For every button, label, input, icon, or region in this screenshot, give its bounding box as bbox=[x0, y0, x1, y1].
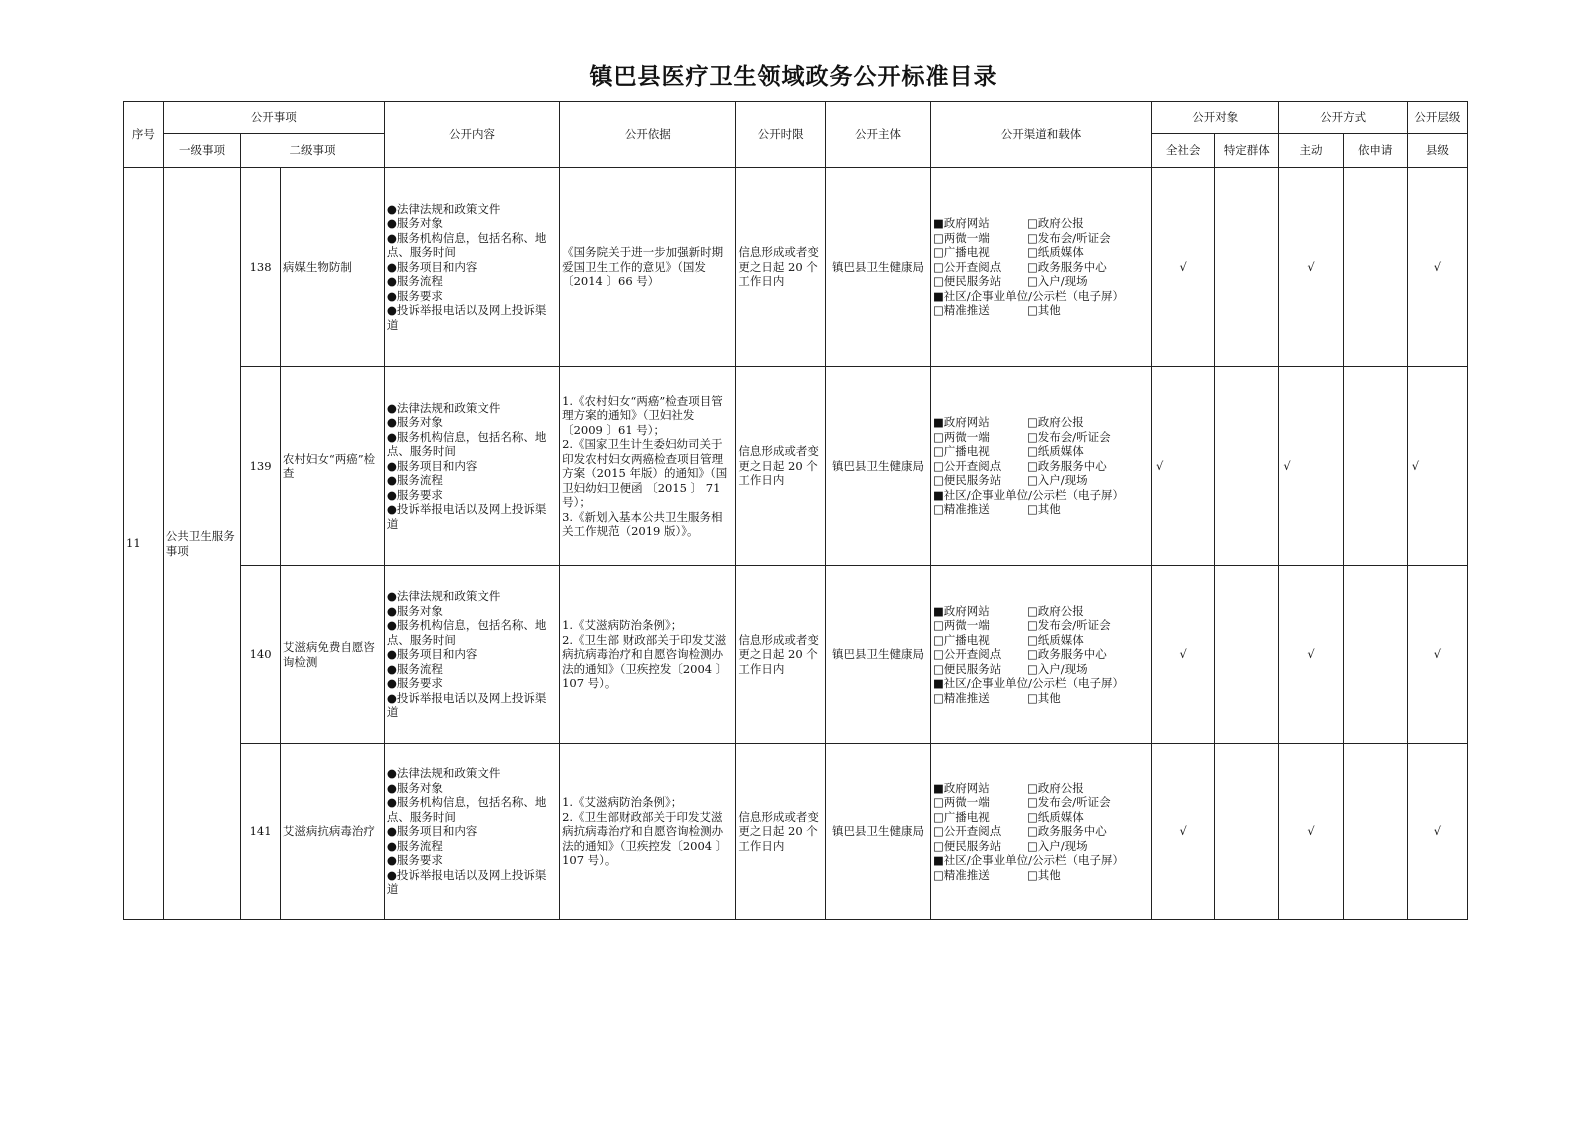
channel-line bbox=[933, 853, 1149, 868]
channel-option bbox=[1027, 488, 1149, 503]
check-active: √ bbox=[1279, 367, 1343, 566]
channel-option: ■政府网站 bbox=[932, 603, 990, 618]
channel-line bbox=[933, 459, 1149, 474]
channel-option: □纸质媒体 bbox=[1026, 632, 1084, 647]
header-row-1 bbox=[124, 102, 1468, 134]
channel-line bbox=[933, 633, 1149, 648]
content-line: ●投诉举报电话以及网上投诉渠道 bbox=[386, 690, 547, 720]
content-line: ●服务要求 bbox=[386, 853, 443, 868]
channel-option bbox=[1027, 853, 1149, 868]
channel-option: □便民服务站 bbox=[932, 473, 1002, 488]
channel-option: □发布会/听证会 bbox=[1026, 429, 1111, 444]
channel-line bbox=[933, 691, 1149, 706]
check-county: √ bbox=[1407, 367, 1467, 566]
content-line: ●服务要求 bbox=[386, 288, 443, 303]
channel-option: □政府公报 bbox=[1026, 216, 1084, 231]
channel-line bbox=[933, 781, 1149, 796]
channel-line bbox=[933, 795, 1149, 810]
content-line: ●法律法规和政策文件 bbox=[386, 400, 501, 415]
channel-line bbox=[933, 618, 1149, 633]
channel-option: □广播电视 bbox=[932, 444, 990, 459]
channel-option: □两微一端 bbox=[932, 230, 990, 245]
header-method: 公开方式 bbox=[1279, 102, 1407, 134]
channel-option: □广播电视 bbox=[932, 245, 990, 260]
header-subject: 公开主体 bbox=[826, 102, 931, 168]
group-seq: 11 bbox=[124, 168, 164, 920]
channel-option: □政务服务中心 bbox=[1026, 458, 1107, 473]
channel-option: ■社区/企事业单位/公示栏（电子屏） bbox=[932, 487, 1125, 502]
channel-line bbox=[933, 216, 1149, 231]
header-target: 公开对象 bbox=[1152, 102, 1279, 134]
item-name: 艾滋病免费自愿咨询检测 bbox=[280, 566, 384, 744]
item-basis: 《国务院关于进一步加强新时期爱国卫生工作的意见》（国发〔2014 〕66 号） bbox=[560, 168, 736, 367]
channel-line bbox=[933, 444, 1149, 459]
item-content bbox=[384, 367, 559, 566]
channel-option: ■社区/企事业单位/公示栏（电子屏） bbox=[932, 853, 1125, 868]
item-time: 信息形成或者变更之日起 20 个工作日内 bbox=[736, 744, 826, 920]
table-row bbox=[124, 367, 1468, 566]
item-subject: 镇巴县卫生健康局 bbox=[826, 744, 931, 920]
channel-line bbox=[933, 676, 1149, 691]
item-time: 信息形成或者变更之日起 20 个工作日内 bbox=[736, 566, 826, 744]
channel-option: □纸质媒体 bbox=[1026, 444, 1084, 459]
channel-option: □精准推送 bbox=[932, 303, 990, 318]
channel-line bbox=[933, 604, 1149, 619]
header-matters: 公开事项 bbox=[163, 102, 384, 134]
channel-line bbox=[933, 647, 1149, 662]
channel-line bbox=[933, 810, 1149, 825]
check-apply bbox=[1343, 367, 1407, 566]
check-apply bbox=[1343, 566, 1407, 744]
content-line: ●服务项目和内容 bbox=[386, 458, 478, 473]
channel-option: □其他 bbox=[1026, 690, 1061, 705]
content-line: ●服务项目和内容 bbox=[386, 647, 478, 662]
item-time: 信息形成或者变更之日起 20 个工作日内 bbox=[736, 168, 826, 367]
channel-line bbox=[933, 303, 1149, 318]
channel-option: □政府公报 bbox=[1026, 603, 1084, 618]
channel-option: □公开查阅点 bbox=[932, 824, 1002, 839]
channel-option: □便民服务站 bbox=[932, 661, 1002, 676]
channel-option: □其他 bbox=[1026, 502, 1061, 517]
content-line: ●服务机构信息，包括名称、地点、服务时间 bbox=[386, 230, 547, 260]
channel-option: □便民服务站 bbox=[932, 838, 1002, 853]
channel-option: ■社区/企事业单位/公示栏（电子屏） bbox=[932, 288, 1125, 303]
channel-option: □两微一端 bbox=[932, 429, 990, 444]
item-subject: 镇巴县卫生健康局 bbox=[826, 168, 931, 367]
item-basis: 1.《农村妇女“两癌”检查项目管理方案的通知》（卫妇社发〔2009 〕61 号）； 2.《国家卫生计生委妇幼司关于印发农村妇女两癌检查项目管理方案（2015 年版）的通知》（国卫妇幼妇卫便函 〔2015 〕 71号）； 3.《新划入基本公共卫生服务相关工作规范（2019 版）》。 bbox=[560, 367, 736, 566]
content-line: ●服务流程 bbox=[386, 473, 443, 488]
check-county: √ bbox=[1407, 566, 1467, 744]
content-line: ●服务机构信息，包括名称、地点、服务时间 bbox=[386, 618, 547, 647]
content-line: ●服务对象 bbox=[386, 780, 443, 795]
content-line: ●服务机构信息，包括名称、地点、服务时间 bbox=[386, 429, 547, 459]
header-layer: 公开层级 bbox=[1407, 102, 1467, 134]
channel-line bbox=[933, 502, 1149, 517]
content-line: ●服务流程 bbox=[386, 274, 443, 289]
channel-option: □纸质媒体 bbox=[1026, 809, 1084, 824]
channel-option: □政府公报 bbox=[1026, 415, 1084, 430]
channel-option: □广播电视 bbox=[932, 809, 990, 824]
channel-option: □政务服务中心 bbox=[1026, 259, 1107, 274]
check-county: √ bbox=[1407, 168, 1467, 367]
channel-option: □公开查阅点 bbox=[932, 458, 1002, 473]
table-body bbox=[124, 168, 1468, 920]
channel-option bbox=[1027, 676, 1149, 691]
header-channel: 公开渠道和载体 bbox=[930, 102, 1151, 168]
item-time: 信息形成或者变更之日起 20 个工作日内 bbox=[736, 367, 826, 566]
channel-option: □精准推送 bbox=[932, 690, 990, 705]
table-row bbox=[124, 168, 1468, 367]
channel-line bbox=[933, 662, 1149, 677]
content-line: ●服务对象 bbox=[386, 603, 443, 618]
check-active: √ bbox=[1279, 744, 1343, 920]
check-special-group bbox=[1215, 367, 1279, 566]
channel-line bbox=[933, 488, 1149, 503]
header-special: 特定群体 bbox=[1215, 134, 1279, 168]
channel-line bbox=[933, 260, 1149, 275]
channel-option: □入户/现场 bbox=[1026, 274, 1088, 289]
content-line: ●服务项目和内容 bbox=[386, 824, 478, 839]
check-all-society: √ bbox=[1152, 566, 1215, 744]
item-number: 140 bbox=[241, 566, 281, 744]
header-apply: 依申请 bbox=[1343, 134, 1407, 168]
check-special-group bbox=[1215, 168, 1279, 367]
channel-option: □精准推送 bbox=[932, 502, 990, 517]
item-number: 138 bbox=[241, 168, 281, 367]
channel-option: □便民服务站 bbox=[932, 274, 1002, 289]
content-line: ●服务对象 bbox=[386, 415, 443, 430]
content-line: ●服务要求 bbox=[386, 676, 443, 691]
channel-option: □两微一端 bbox=[932, 618, 990, 633]
channel-line bbox=[933, 231, 1149, 246]
channel-option: □政务服务中心 bbox=[1026, 647, 1107, 662]
channel-option: □其他 bbox=[1026, 303, 1061, 318]
item-name: 病媒生物防制 bbox=[280, 168, 384, 367]
table-row bbox=[124, 744, 1468, 920]
channel-line bbox=[933, 824, 1149, 839]
content-line: ●服务流程 bbox=[386, 838, 443, 853]
content-line: ●服务项目和内容 bbox=[386, 259, 478, 274]
channel-option: □两微一端 bbox=[932, 795, 990, 810]
content-line: ●法律法规和政策文件 bbox=[386, 589, 501, 604]
content-line: ●法律法规和政策文件 bbox=[386, 201, 501, 216]
channel-line bbox=[933, 430, 1149, 445]
channel-option bbox=[1027, 289, 1149, 304]
header-content: 公开内容 bbox=[384, 102, 559, 168]
channel-option: □发布会/听证会 bbox=[1026, 618, 1111, 633]
channel-option: □广播电视 bbox=[932, 632, 990, 647]
channel-option: ■政府网站 bbox=[932, 415, 990, 430]
channel-option: □精准推送 bbox=[932, 867, 990, 882]
content-line: ●服务机构信息，包括名称、地点、服务时间 bbox=[386, 795, 547, 824]
header-time: 公开时限 bbox=[736, 102, 826, 168]
check-active: √ bbox=[1279, 168, 1343, 367]
check-apply bbox=[1343, 168, 1407, 367]
check-special-group bbox=[1215, 744, 1279, 920]
item-basis: 1.《艾滋病防治条例》； 2.《卫生部财政部关于印发艾滋病抗病毒治疗和自愿咨询检测办法的通知》（卫疾控发〔2004 〕107 号）。 bbox=[560, 744, 736, 920]
channel-line bbox=[933, 473, 1149, 488]
item-name: 农村妇女“两癌”检查 bbox=[280, 367, 384, 566]
channel-line bbox=[933, 274, 1149, 289]
disclosure-table bbox=[123, 101, 1468, 920]
header-active: 主动 bbox=[1279, 134, 1343, 168]
header-level2: 二级事项 bbox=[241, 134, 385, 168]
item-subject: 镇巴县卫生健康局 bbox=[826, 566, 931, 744]
check-all-society: √ bbox=[1152, 744, 1215, 920]
item-subject: 镇巴县卫生健康局 bbox=[826, 367, 931, 566]
group-level1: 公共卫生服务事项 bbox=[163, 168, 240, 920]
item-content bbox=[384, 566, 559, 744]
content-line: ●服务流程 bbox=[386, 661, 443, 676]
channel-option: □入户/现场 bbox=[1026, 473, 1088, 488]
header-county: 县级 bbox=[1407, 134, 1467, 168]
item-channels bbox=[930, 566, 1151, 744]
item-content bbox=[384, 168, 559, 367]
content-line: ●投诉举报电话以及网上投诉渠道 bbox=[386, 867, 547, 897]
channel-option: □公开查阅点 bbox=[932, 647, 1002, 662]
header-all: 全社会 bbox=[1152, 134, 1215, 168]
item-name: 艾滋病抗病毒治疗 bbox=[280, 744, 384, 920]
check-special-group bbox=[1215, 566, 1279, 744]
check-active: √ bbox=[1279, 566, 1343, 744]
channel-line bbox=[933, 415, 1149, 430]
content-line: ●投诉举报电话以及网上投诉渠道 bbox=[386, 502, 547, 531]
content-line: ●投诉举报电话以及网上投诉渠道 bbox=[386, 303, 547, 332]
channel-line bbox=[933, 839, 1149, 854]
channel-option: □政府公报 bbox=[1026, 780, 1084, 795]
channel-option: ■政府网站 bbox=[932, 780, 990, 795]
channel-option: □纸质媒体 bbox=[1026, 245, 1084, 260]
content-line: ●服务对象 bbox=[386, 216, 443, 231]
table-row bbox=[124, 566, 1468, 744]
channel-option: □入户/现场 bbox=[1026, 661, 1088, 676]
channel-line bbox=[933, 868, 1149, 883]
channel-option: □发布会/听证会 bbox=[1026, 795, 1111, 810]
channel-option: ■社区/企事业单位/公示栏（电子屏） bbox=[932, 676, 1125, 691]
item-channels bbox=[930, 168, 1151, 367]
channel-line bbox=[933, 289, 1149, 304]
item-channels bbox=[930, 367, 1151, 566]
content-line: ●法律法规和政策文件 bbox=[386, 766, 501, 781]
check-apply bbox=[1343, 744, 1407, 920]
item-channels bbox=[930, 744, 1151, 920]
item-content bbox=[384, 744, 559, 920]
channel-option: □其他 bbox=[1026, 867, 1061, 882]
check-all-society: √ bbox=[1152, 168, 1215, 367]
check-county: √ bbox=[1407, 744, 1467, 920]
channel-option: □政务服务中心 bbox=[1026, 824, 1107, 839]
header-basis: 公开依据 bbox=[560, 102, 736, 168]
channel-line bbox=[933, 245, 1149, 260]
channel-option: □公开查阅点 bbox=[932, 259, 1002, 274]
channel-option: ■政府网站 bbox=[932, 216, 990, 231]
header-seq: 序号 bbox=[124, 102, 164, 168]
header-level1: 一级事项 bbox=[163, 134, 240, 168]
check-all-society: √ bbox=[1152, 367, 1215, 566]
content-line: ●服务要求 bbox=[386, 487, 443, 502]
item-number: 139 bbox=[241, 367, 281, 566]
page-title: 镇巴县医疗卫生领域政务公开标准目录 bbox=[589, 63, 998, 90]
item-basis: 1.《艾滋病防治条例》； 2.《卫生部 财政部关于印发艾滋病抗病毒治疗和自愿咨询检测办法的通知》（卫疾控发〔2004 〕107 号）。 bbox=[560, 566, 736, 744]
channel-option: □发布会/听证会 bbox=[1026, 230, 1111, 245]
item-number: 141 bbox=[241, 744, 281, 920]
channel-option: □入户/现场 bbox=[1026, 838, 1088, 853]
